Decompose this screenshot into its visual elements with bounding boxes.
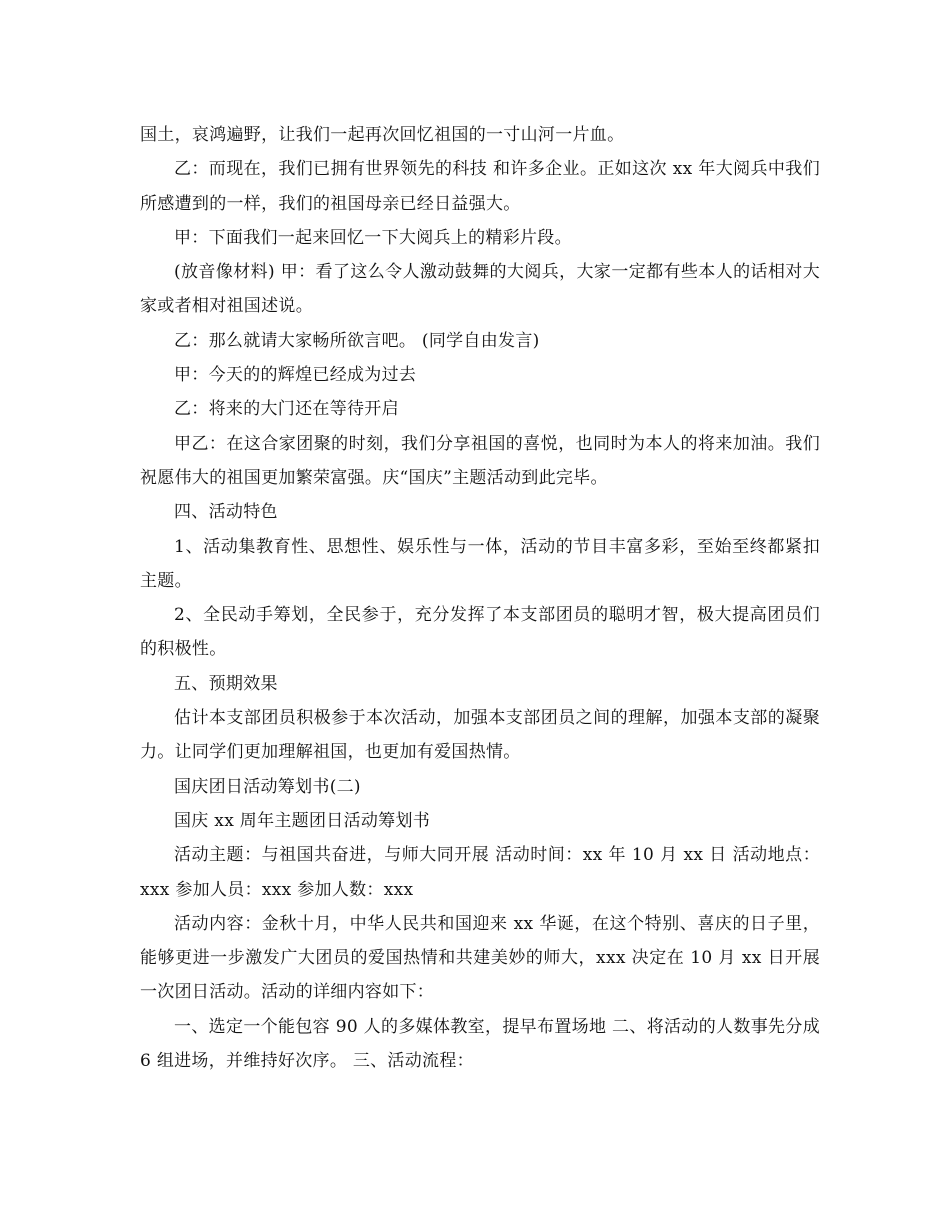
paragraph-7: 乙：将来的大门还在等待开启	[174, 399, 399, 420]
section-heading-expected-effect: 五、预期效果	[174, 673, 278, 694]
paragraph-10: 1、活动集教育性、思想性、娱乐性与一体，活动的节目丰富多彩，至始至终都紧扣主题。	[140, 536, 820, 591]
paragraph-5: 乙：那么就请大家畅所欲言吧。 (同学自由发言)	[174, 330, 540, 351]
paragraph-4: (放音像材料) 甲：看了这么令人激动鼓舞的大阅兵，大家一定都有些本人的话相对大家或者相对祖国述说。	[140, 262, 820, 317]
paragraph-11: 2、全民动手筹划，全民参于，充分发挥了本支部团员的聪明才智，极大提高团员们的积极性。	[140, 605, 820, 660]
activity-info: 活动主题：与祖国共奋进，与师大同开展 活动时间：xx 年 10 月 xx 日 活动地点：xxx 参加人员：xxx 参加人数：xxx	[140, 845, 820, 900]
document-title-two: 国庆 xx 周年主题团日活动筹划书	[174, 810, 431, 831]
paragraph-8: 甲乙：在这合家团聚的时刻，我们分享祖国的喜悦，也同时为本人的将来加油。我们祝愿伟大的祖国更加繁荣富强。庆“国庆”主题活动到此完毕。	[140, 433, 820, 488]
paragraph-2: 乙：而现在，我们已拥有世界领先的科技 和许多企业。正如这次 xx 年大阅兵中我们所感遭到的一样，我们的祖国母亲已经日益强大。	[140, 159, 820, 214]
paragraph-6: 甲：今天的的辉煌已经成为过去	[174, 365, 417, 386]
activity-content: 活动内容：金秋十月，中华人民共和国迎来 xx 华诞，在这个特别、喜庆的日子里，能够更进一步激发广大团员的爱国热情和共建美妙的师大，xxx 决定在 10 月 xx 日开展一次团日活动。活动的详细内容如下：	[140, 913, 820, 1003]
document-subtitle-two: 国庆团日活动筹划书(二)	[174, 776, 361, 797]
section-heading-features: 四、活动特色	[174, 502, 278, 523]
document-body	[140, 118, 826, 1078]
paragraph-3: 甲：下面我们一起来回忆一下大阅兵上的精彩片段。	[174, 227, 572, 248]
paragraph-13: 估计本支部团员积极参于本次活动，加强本支部团员之间的理解，加强本支部的凝聚力。让同学们更加理解祖国，也更加有爱国热情。	[140, 708, 820, 763]
paragraph-1: 国土，哀鸿遍野，让我们一起再次回忆祖国的一寸山河一片血。	[140, 125, 625, 145]
activity-steps: 一、选定一个能包容 90 人的多媒体教室，提早布置场地 二、将活动的人数事先分成 6 组进场，并维持好次序。 三、活动流程：	[140, 1016, 826, 1072]
